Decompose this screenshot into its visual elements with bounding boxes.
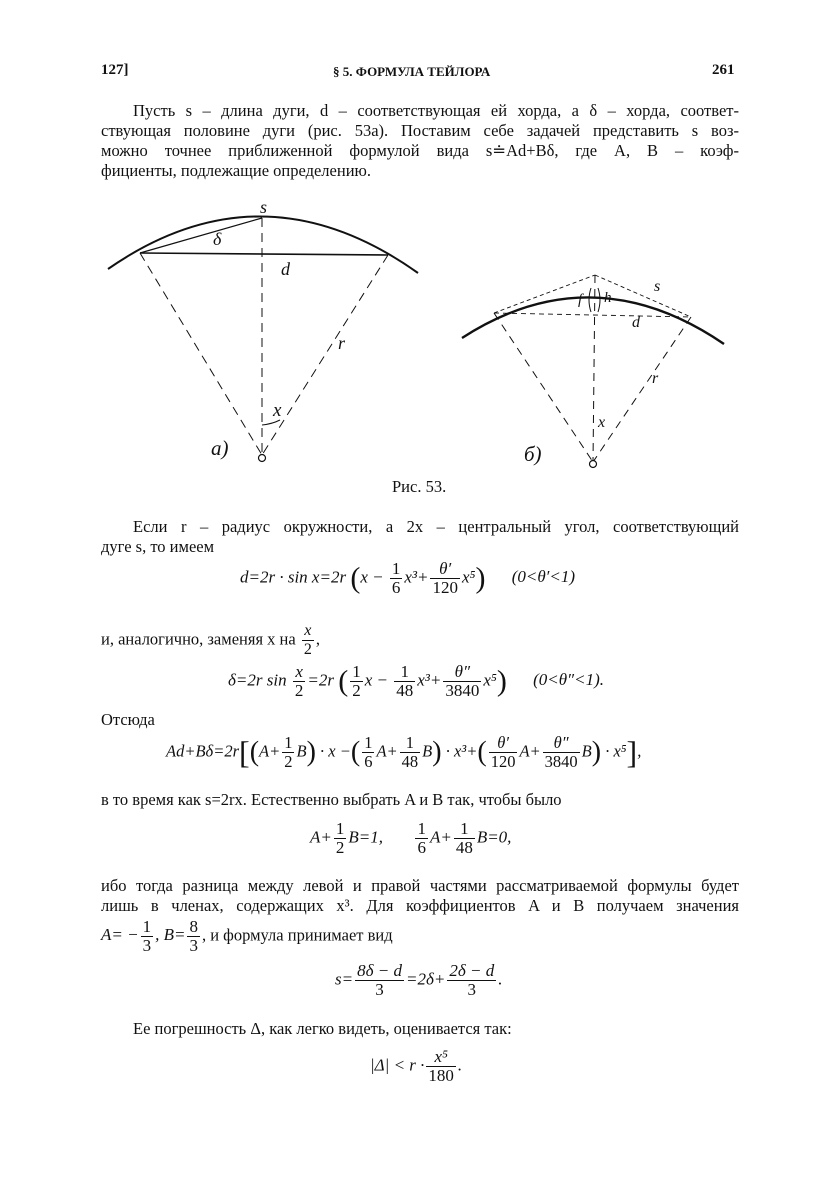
eq2-lhs: δ=2r sin bbox=[228, 670, 287, 690]
eq2-frac2: $\frac{1}{48}$ bbox=[396, 662, 414, 700]
eq2-tail: x⁵ bbox=[483, 670, 497, 690]
fig-b-axis bbox=[593, 275, 595, 462]
fig-b-label-d: d bbox=[632, 314, 640, 331]
eq1-frac2: $\frac{\theta'}{120}$ bbox=[432, 559, 458, 597]
equation-4 bbox=[310, 820, 511, 857]
eq2-paren-close: ) bbox=[496, 664, 507, 698]
fig-a-label-s: s bbox=[260, 197, 268, 217]
fig-b-chord bbox=[494, 313, 691, 317]
para1-line4: фициенты, подлежащие определению. bbox=[101, 161, 371, 180]
eq1-paren-close: ) bbox=[475, 561, 486, 595]
eq6-end: . bbox=[457, 1055, 463, 1075]
eq3-a2: A+ bbox=[376, 741, 398, 761]
eq3-frac1: $\frac{1}{2}$ bbox=[284, 733, 293, 771]
equation-5 bbox=[335, 962, 502, 999]
para3-text: и, аналогично, заменяя x на bbox=[101, 629, 296, 649]
eq3-b2: B bbox=[422, 741, 433, 761]
eq4-a: A+ bbox=[310, 827, 332, 847]
eq2-frac3: $\frac{\theta''}{3840}$ bbox=[445, 662, 480, 700]
eq1-tail: x⁵ bbox=[461, 567, 476, 587]
fig-b-radius-left bbox=[494, 313, 593, 462]
fig-a-label-delta: δ bbox=[213, 229, 222, 249]
eq3-paren2-close: ) bbox=[432, 736, 442, 768]
header-section-title: § 5. ФОРМУЛА ТЕЙЛОРА bbox=[333, 64, 491, 79]
eq3-b: B bbox=[296, 741, 307, 761]
header-chapter-number: 127] bbox=[101, 62, 129, 78]
eq1-frac1: $\frac{1}{6}$ bbox=[391, 559, 401, 597]
fig-b-label-h: h bbox=[604, 290, 612, 306]
header-page-number: 261 bbox=[712, 62, 735, 78]
eq4-b: B=1, bbox=[348, 827, 383, 847]
eq5-frac2: $\frac{2\delta - d}{3}$ bbox=[449, 961, 495, 999]
eq3-dotx5: · x⁵ bbox=[605, 741, 627, 761]
para2-line2: дуге s, то имеем bbox=[101, 537, 215, 556]
eq2-frac0: $\frac{x}{2}$ bbox=[294, 662, 304, 700]
fig-a-arc bbox=[108, 216, 418, 273]
eq3-a: A+ bbox=[259, 741, 281, 761]
eq3-paren3-close: ) bbox=[591, 736, 602, 768]
eq4-b2: B=0, bbox=[476, 827, 512, 847]
eq1-lhs: d=2r · sin x=2r bbox=[240, 567, 347, 587]
eq4-frac1: $\frac{1}{2}$ bbox=[335, 819, 345, 857]
fig-b-h-brace bbox=[598, 288, 600, 312]
para6-line2: лишь в членах, содержащих x³. Для коэффициентов A и B получаем значения bbox=[101, 896, 739, 915]
para5: в то время как s=2rx. Естественно выбрать A и B так, чтобы было bbox=[101, 790, 562, 809]
para6-a-frac: $\frac{1}{3}$ bbox=[142, 917, 152, 955]
eq3-comma: , bbox=[637, 741, 642, 761]
para3-comma: , bbox=[315, 629, 320, 649]
eq2-x-minus: x − bbox=[364, 670, 388, 690]
para6-b-frac: $\frac{8}{3}$ bbox=[189, 917, 198, 955]
fig-a-radius-left bbox=[140, 253, 262, 455]
eq6-lhs: |Δ| < r · bbox=[370, 1055, 425, 1075]
eq1-x-minus: x − bbox=[360, 567, 384, 587]
eq3-frac3: $\frac{1}{48}$ bbox=[401, 733, 419, 771]
eq3-dotx3: · x³+ bbox=[445, 741, 478, 761]
eq5-frac1: $\frac{8\delta - d}{3}$ bbox=[357, 961, 402, 999]
fig-b-arc bbox=[462, 297, 724, 344]
fig-b-label-x: x bbox=[598, 414, 606, 431]
fig-b-label-f: f bbox=[578, 292, 583, 308]
eq3-paren2-open: ( bbox=[350, 736, 361, 768]
equation-6 bbox=[370, 1048, 462, 1085]
fig-b-f-brace bbox=[589, 288, 591, 312]
eq3-frac5: $\frac{\theta''}{3840}$ bbox=[544, 733, 578, 771]
eq3-bracket-open: [ bbox=[239, 734, 250, 770]
eq4-frac3: $\frac{1}{48}$ bbox=[455, 819, 473, 857]
equation-2 bbox=[228, 663, 604, 700]
eq3-frac4: $\frac{\theta'}{120}$ bbox=[490, 733, 516, 771]
equation-1 bbox=[240, 560, 575, 597]
fig-a-center bbox=[259, 455, 266, 462]
para6-line3 bbox=[101, 918, 393, 955]
para2-line1: Если r – радиус окружности, а 2x – центральный угол, соответствующий bbox=[133, 517, 739, 536]
eq5-mid: =2δ+ bbox=[405, 969, 446, 989]
eq3-bracket-close: ] bbox=[626, 734, 638, 770]
eq3-frac2: $\frac{1}{6}$ bbox=[364, 733, 373, 771]
fig-a-radius-right bbox=[262, 255, 388, 455]
eq2-paren-open: ( bbox=[338, 664, 349, 698]
eq1-paren-open: ( bbox=[350, 561, 361, 595]
eq3-a3: A+ bbox=[519, 741, 541, 761]
eq4-a2: A+ bbox=[429, 827, 452, 847]
para6-tail: , и формула принимает вид bbox=[201, 925, 393, 945]
fig-b-label-s: s bbox=[654, 278, 661, 295]
para1-line3: можно точнее приближенной формулой вида s≐Ad+Bδ, где A, B – коэф- bbox=[101, 141, 739, 160]
eq3-dotx: · x − bbox=[320, 741, 351, 761]
fig-a-label-x: x bbox=[273, 400, 282, 421]
fig-a-label-r: r bbox=[338, 333, 346, 353]
para4: Отсюда bbox=[101, 710, 155, 729]
fig-a-chord bbox=[140, 253, 388, 255]
eq3-paren3-open: ( bbox=[477, 736, 487, 768]
para6-line1: ибо тогда разница между левой и правой частями рассматриваемой формулы будет bbox=[101, 876, 739, 895]
fig-a-caption-label: a) bbox=[211, 436, 229, 460]
figure-b bbox=[462, 275, 724, 468]
fig-b-label-r: r bbox=[652, 370, 659, 387]
eq1-mid: x³+ bbox=[404, 567, 429, 587]
para3 bbox=[101, 622, 320, 659]
figure-a bbox=[108, 216, 418, 461]
fig-b-radius-right bbox=[593, 317, 691, 462]
eq3-paren-close: ) bbox=[306, 736, 316, 768]
eq3-paren-open: ( bbox=[249, 736, 260, 768]
eq2-condition: (0<θ″<1). bbox=[533, 670, 605, 690]
fig-b-center bbox=[590, 461, 597, 468]
fig-b-caption-label: б) bbox=[524, 442, 542, 466]
para3-frac: $\frac{x}{2}$ bbox=[303, 622, 312, 658]
eq3-b3: B bbox=[581, 741, 592, 761]
eq1-condition: (0<θ′<1) bbox=[511, 567, 576, 587]
fig-a-label-d: d bbox=[281, 259, 290, 279]
eq2-eq2r: =2r bbox=[307, 670, 334, 690]
para7: Ее погрешность Δ, как легко видеть, оценивается так: bbox=[133, 1019, 512, 1038]
para1-line2: ствующая половине дуги (рис. 53а). Поставим себе задачей представить s воз- bbox=[101, 121, 739, 140]
fig-a-half-chord bbox=[140, 218, 262, 253]
eq6-frac: $\frac{\text{x⁵}}{180}$ bbox=[428, 1047, 454, 1085]
para6-a-eq: A= − $\frac{1}{3}$ , B= $\frac{8}{3}$ bbox=[101, 917, 198, 955]
eq4-frac2: $\frac{1}{6}$ bbox=[417, 819, 426, 857]
eq2-frac1: $\frac{1}{2}$ bbox=[352, 662, 361, 700]
eq3-lhs: Ad+Bδ=2r bbox=[166, 741, 240, 761]
eq5-end: . bbox=[498, 969, 503, 989]
figure-caption: Рис. 53. bbox=[392, 477, 447, 496]
eq5-s: s= bbox=[335, 969, 354, 989]
eq2-mid: x³+ bbox=[417, 670, 442, 690]
para1-line1: Пусть s – длина дуги, d – соответствующая ей хорда, а δ – хорда, соответ- bbox=[133, 101, 739, 120]
equation-3 bbox=[166, 734, 641, 771]
